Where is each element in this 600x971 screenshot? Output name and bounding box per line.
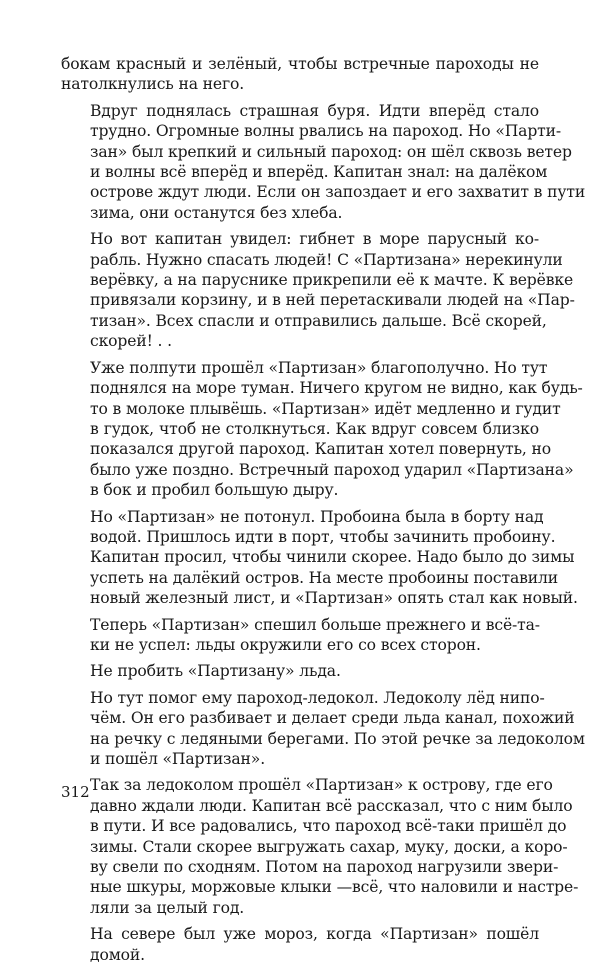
paragraph xyxy=(61,358,583,501)
page-body xyxy=(61,54,586,971)
paragraph xyxy=(61,775,579,918)
text-line: ляли за целый год. xyxy=(90,898,245,917)
text-line: новый железный лист, и «Партизан» опять стал как новый. xyxy=(90,589,578,608)
text-line: Теперь «Партизан» спешил больше прежнего и всё-та- xyxy=(90,615,540,634)
paragraph xyxy=(61,661,539,681)
paragraph xyxy=(61,924,539,965)
paragraph xyxy=(61,54,539,95)
text-line: зимы. Стали скорее выгружать сахар, муку, доски, а коро- xyxy=(90,837,568,856)
text-line: верёвку, а на паруснике прикрепили её к мачте. К верёвке xyxy=(90,271,574,290)
text-line: Вдруг поднялась страшная буря. Идти вперёд стало xyxy=(90,101,539,120)
text-line: успеть на далёкий остров. На месте пробоины поставили xyxy=(90,568,558,587)
text-line: На севере был уже мороз, когда «Партизан» пошёл xyxy=(90,925,539,944)
text-line: Так за ледоколом прошёл «Партизан» к острову, где его xyxy=(90,776,553,795)
page-number: 312 xyxy=(61,783,90,801)
text-line: рабль. Нужно спасать людей! С «Партизана» нерекинули xyxy=(90,250,563,269)
text-line: привязали корзину, и в ней перетаскивали людей на «Пар- xyxy=(90,291,575,310)
text-line: Не пробить «Партизану» льда. xyxy=(90,662,341,681)
text-line: давно ждали люди. Капитан всё рассказал, что с ним было xyxy=(90,796,573,815)
text-line: натолкнулись на него. xyxy=(61,75,245,94)
text-line: Но «Партизан» не потонул. Пробоина была в борту над xyxy=(90,507,544,526)
paragraph xyxy=(61,507,578,609)
text-line: в гудок, чтоб не столкнуться. Как вдруг совсем близко xyxy=(90,419,539,438)
text-line: чём. Он его разбивает и делает среди льда канал, похожий xyxy=(90,709,575,728)
text-line: Но вот капитан увидел: гибнет в море парусный ко- xyxy=(90,230,539,249)
text-line: показался другой пароход. Капитан хотел повернуть, но xyxy=(90,440,552,459)
text-line: Но тут помог ему пароход-ледокол. Ледоколу лёд нипо- xyxy=(90,688,545,707)
text-line: скорей! . . xyxy=(90,332,172,351)
text-line: было уже поздно. Встречный пароход ударил «Партизана» xyxy=(90,460,574,479)
text-line: Уже полпути прошёл «Партизан» благополучно. Но тут xyxy=(90,358,548,377)
text-line: водой. Пришлось идти в порт, чтобы зачинить пробоину. xyxy=(90,527,556,546)
paragraph xyxy=(61,101,586,223)
text-line: бокам красный и зелёный, чтобы встречные пароходы не xyxy=(61,55,539,73)
text-line: трудно. Огромные волны рвались на пароход. Но «Парти- xyxy=(90,122,562,141)
text-line: зима, они останутся без хлеба. xyxy=(90,203,343,222)
text-line: в пути. И все радовались, что пароход всё-таки пришёл до xyxy=(90,817,567,836)
text-line: поднялся на море туман. Ничего кругом не видно, как будь- xyxy=(90,379,583,398)
paragraph xyxy=(61,615,539,656)
text-line: на речку с ледяными берегами. По этой речке за ледоколом xyxy=(90,729,585,748)
text-line: острове ждут люди. Если он запоздает и его захватит в пути xyxy=(90,183,586,202)
text-line: домой. xyxy=(90,945,145,964)
text-line: то в молоке плывёшь. «Партизан» идёт медленно и гудит xyxy=(90,399,561,418)
paragraph xyxy=(61,688,585,770)
text-line: Капитан просил, чтобы чинили скорее. Надо было до зимы xyxy=(90,548,575,567)
text-line: ки не успел: льды окружили его со всех сторон. xyxy=(90,635,481,654)
text-line: ву свели по сходням. Потом на пароход нагрузили звери- xyxy=(90,858,559,877)
text-line: тизан». Всех спасли и отправились дальше. Всё скорей, xyxy=(90,311,547,330)
text-line: и пошёл «Партизан». xyxy=(90,750,266,768)
text-line: в бок и пробил большую дыру. xyxy=(90,481,339,500)
text-line: и волны всё вперёд и вперёд. Капитан знал: на далёком xyxy=(90,163,548,182)
paragraph xyxy=(61,229,575,351)
text-line: зан» был крепкий и сильный пароход: он шёл сквозь ветер xyxy=(90,142,572,161)
text-line: ные шкуры, моржовые клыки —всё, что наловили и настре- xyxy=(90,878,579,897)
